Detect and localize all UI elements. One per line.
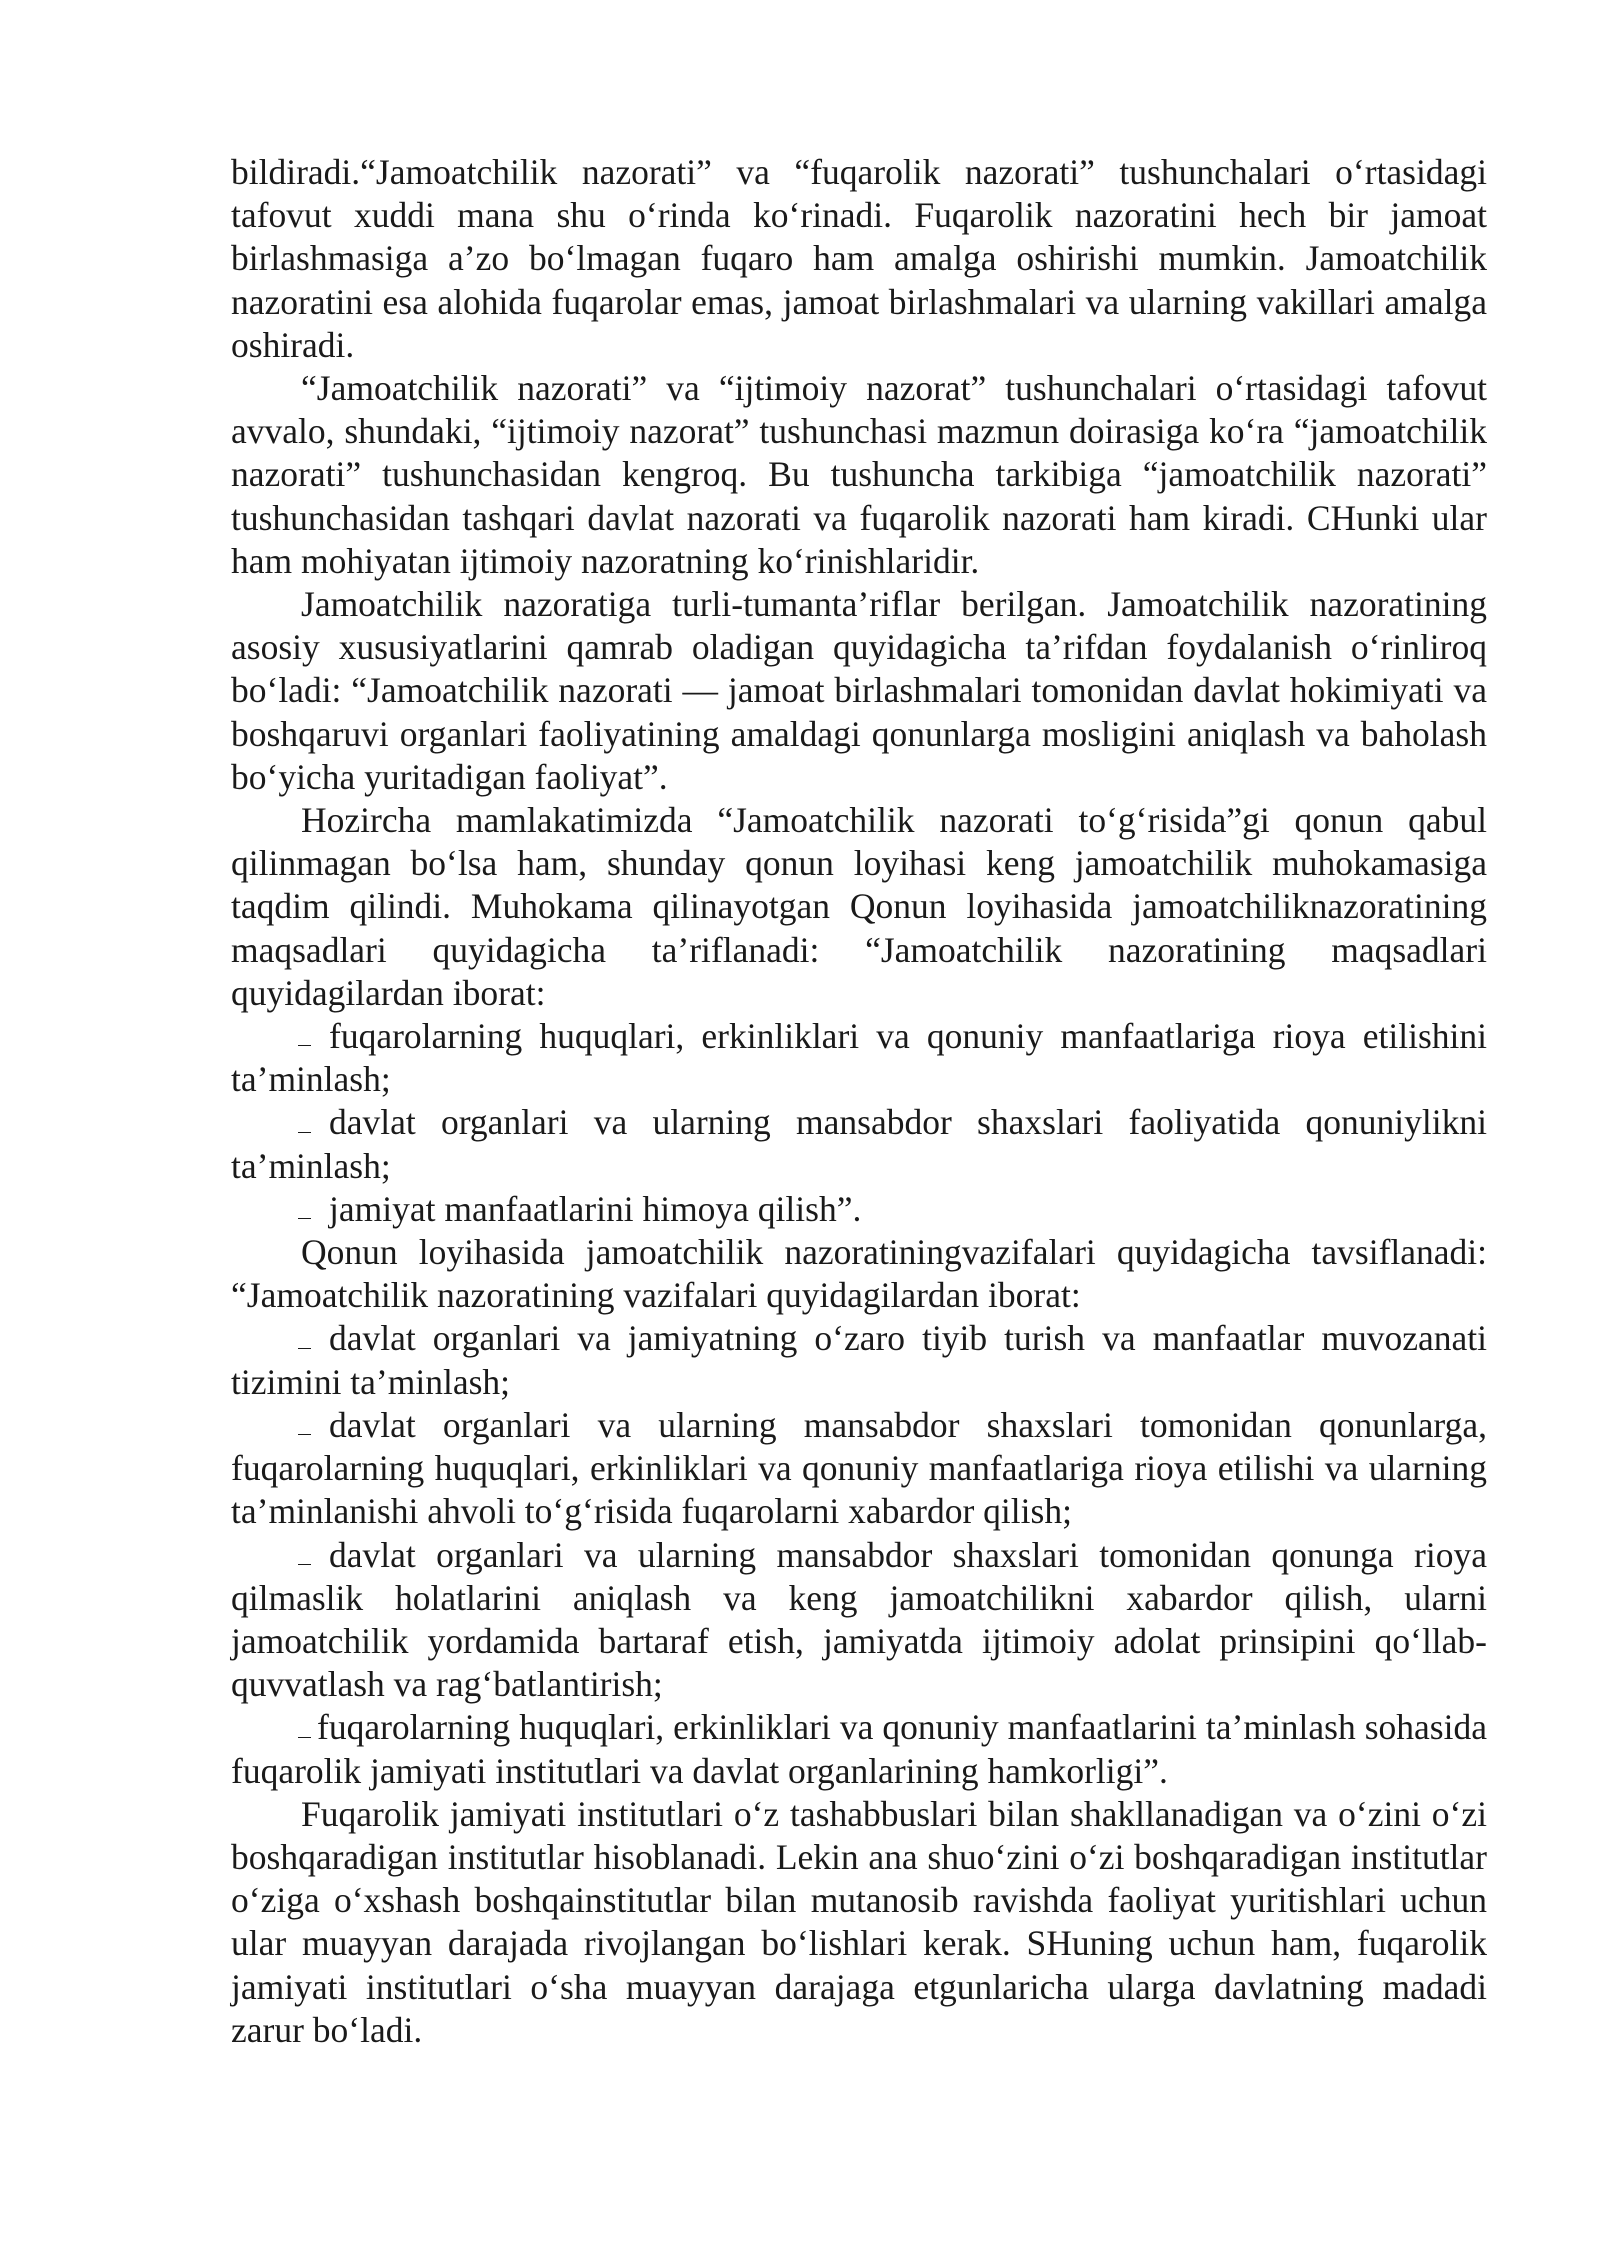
list-item xyxy=(231,1015,1487,1101)
list-item-text: davlat organlari va jamiyatning o‘zaro tiyib turish va manfaatlar muvozanati tizimini ta’minlash; xyxy=(231,1318,1487,1402)
list-item-text: davlat organlari va ularning mansabdor shaxslari faoliyatida qonuniylikni ta’minlash; xyxy=(231,1102,1487,1186)
paragraph: “Jamoatchilik nazorati” va “ijtimoiy nazorat” tushunchalari o‘rtasidagi tafovut avvalo, shundaki, “ijtimoiy nazorat” tushunchasi mazmun doirasiga ko‘ra “jamoatchilik nazorati” tushunchasidan kengroq. Bu tushuncha tarkibiga “jamoatchilik nazorati” tushunchasidan tashqari davlat nazorati va fuqarolik nazorati ham kiradi. CHunki ular ham mohiyatan ijtimoiy nazoratning ko‘rinishlaridir. xyxy=(231,368,1487,581)
list-item xyxy=(231,1404,1487,1534)
dash-bullet-icon xyxy=(298,1737,311,1738)
list-item xyxy=(231,1188,1487,1231)
list-item xyxy=(231,1706,1487,1792)
list-item-text: fuqarolarning huquqlari, erkinliklari va qonuniy manfaatlarini ta’minlash sohasida fuqarolik jamiyati institutlari va davlat organlarining hamkorligi”. xyxy=(231,1707,1487,1791)
list-item-text: fuqarolarning huquqlari, erkinliklari va qonuniy manfaatlariga rioya etilishini ta’minlash; xyxy=(231,1016,1487,1100)
paragraph: Hozircha mamlakatimizda “Jamoatchilik nazorati to‘g‘risida”gi qonun qabul qilinmagan bo‘lsa ham, shunday qonun loyihasi keng jamoatchilik muhokamasiga taqdim qilindi. Muhokama qilinayotgan Qonun loyihasida jamoatchiliknazoratining maqsadlari quyidagicha ta’riflanadi: “Jamoatchilik nazoratining maqsadlari quyidagilardan iborat: xyxy=(231,800,1487,1013)
list-item-text: davlat organlari va ularning mansabdor shaxslari tomonidan qonunga rioya qilmaslik holatlarini aniqlash va keng jamoatchilikni xabardor qilish, ularni jamoatchilik yordamida bartaraf etish, jamiyatda ijtimoiy adolat prinsipini qo‘llab-quvvatlash va rag‘batlantirish; xyxy=(231,1534,1487,1705)
dash-bullet-icon xyxy=(298,1218,311,1219)
dash-bullet-icon xyxy=(298,1348,311,1349)
paragraph-continuation: bildiradi.“Jamoatchilik nazorati” va “fuqarolik nazorati” tushunchalari o‘rtasidagi tafovut xuddi mana shu o‘rinda ko‘rinadi. Fuqarolik nazoratini hech bir jamoat birlashmasiga a’zo bo‘lmagan fuqaro ham amalga oshirishi mumkin. Jamoatchilik nazoratini esa alohida fuqarolar emas, jamoat birlashmalari va ularning vakillari amalga oshiradi. xyxy=(231,152,1487,365)
list-item xyxy=(231,1101,1487,1187)
dash-bullet-icon xyxy=(298,1434,311,1435)
list-item xyxy=(231,1534,1487,1707)
paragraph: Qonun loyihasida jamoatchilik nazoratiningvazifalari quyidagicha tavsiflanadi: “Jamoatchilik nazoratining vazifalari quyidagilardan iborat: xyxy=(231,1232,1487,1316)
list-item xyxy=(231,1317,1487,1403)
dash-bullet-icon xyxy=(298,1564,311,1565)
paragraph: Fuqarolik jamiyati institutlari o‘z tashabbuslari bilan shakllanadigan va o‘zini o‘zi boshqaradigan institutlar hisoblanadi. Lekin ana shuo‘zini o‘zi boshqaradigan institutlar o‘ziga o‘xshash boshqainstitutlar bilan mutanosib ravishda faoliyat yuritishlari uchun ular muayyan darajada rivojlangan bo‘lishlari kerak. SHuning uchun ham, fuqarolik jamiyati institutlari o‘sha muayyan darajaga etgunlaricha ularga davlatning madadi zarur bo‘ladi. xyxy=(231,1793,1487,2050)
list-item-text: jamiyat manfaatlarini himoya qilish”. xyxy=(329,1188,862,1229)
dash-bullet-icon xyxy=(298,1045,311,1046)
paragraph: Jamoatchilik nazoratiga turli-tumanta’riflar berilgan. Jamoatchilik nazoratining asosiy xususiyatlarini qamrab oladigan quyidagicha ta’rifdan foydalanish o‘rinliroq bo‘ladi: “Jamoatchilik nazorati — jamoat birlashmalari tomonidan davlat hokimiyati va boshqaruvi organlari faoliyatining amaldagi qonunlarga mosligini aniqlash va baholash bo‘yicha yuritadigan faoliyat”. xyxy=(231,584,1487,797)
list-item-text: davlat organlari va ularning mansabdor shaxslari tomonidan qonunlarga, fuqarolarning huquqlari, erkinliklari va qonuniy manfaatlariga rioya etilishi va ularning ta’minlanishi ahvoli to‘g‘risida fuqarolarni xabardor qilish; xyxy=(231,1404,1487,1532)
document-page xyxy=(231,151,1487,2052)
dash-bullet-icon xyxy=(298,1132,311,1133)
